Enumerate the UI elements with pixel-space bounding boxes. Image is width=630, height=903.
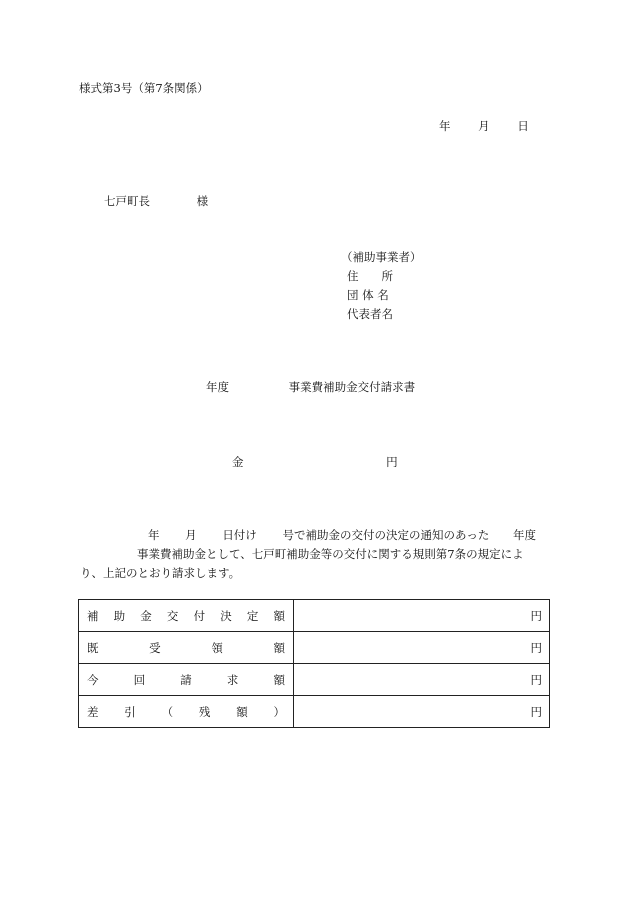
title-name: 事業費補助金交付請求書: [288, 380, 416, 394]
row-label: 既 受 領 額: [79, 632, 294, 664]
body-line-3: り、上記のとおり請求します。: [80, 566, 241, 580]
address-label: 住 所: [347, 269, 393, 283]
body-year: 年: [148, 528, 160, 542]
row-label: 差 引 （ 残 額 ）: [79, 696, 294, 728]
body-fy: 年度: [513, 528, 537, 542]
date-line: [439, 118, 529, 134]
org-label: 団 体 名: [347, 288, 389, 302]
table-row: [79, 696, 550, 728]
body-notice: 号で補助金の交付の決定の通知のあった: [282, 528, 490, 542]
rep-label: 代表者名: [347, 307, 393, 321]
date-day: 日: [517, 119, 529, 133]
addressee-name: 七戸町長: [104, 194, 150, 208]
body-line-2: 事業費補助金として、七戸町補助金等の交付に関する規則第7条の規定によ: [137, 547, 524, 561]
table-row: [79, 600, 550, 632]
body-month: 月: [185, 528, 197, 542]
row-value[interactable]: 円: [294, 696, 550, 728]
applicant-block: [341, 248, 422, 324]
row-value[interactable]: 円: [294, 600, 550, 632]
addressee-suffix: 様: [196, 194, 209, 208]
document-title: [206, 379, 415, 395]
row-value[interactable]: 円: [294, 632, 550, 664]
row-value[interactable]: 円: [294, 664, 550, 696]
date-year: 年: [439, 119, 451, 133]
amount-line: [232, 454, 398, 470]
form-number: 様式第3号（第7条関係）: [79, 81, 209, 95]
addressee: [104, 193, 208, 209]
table-row: [79, 664, 550, 696]
body-dated: 日付け: [222, 528, 257, 542]
row-label: 今 回 請 求 額: [79, 664, 294, 696]
amount-unit: 円: [386, 455, 398, 469]
applicant-heading: （補助事業者）: [341, 250, 422, 264]
title-year: 年度: [206, 380, 229, 394]
body-line-1: [148, 527, 536, 543]
row-label: 補 助 金 交 付 決 定 額: [79, 600, 294, 632]
table-row: [79, 632, 550, 664]
date-month: 月: [478, 119, 490, 133]
amount-table: [78, 599, 550, 728]
amount-prefix: 金: [232, 455, 244, 469]
